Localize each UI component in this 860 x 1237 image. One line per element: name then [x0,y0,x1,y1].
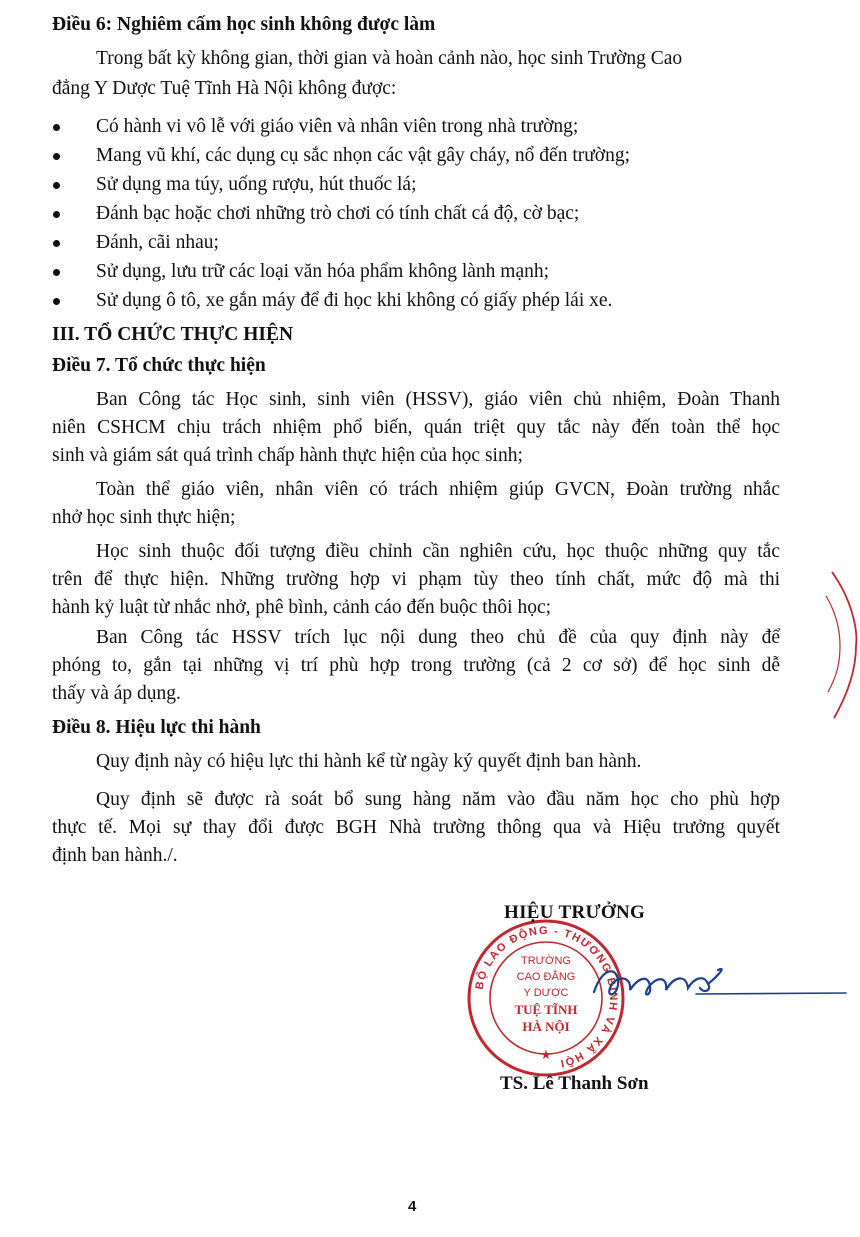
seal-ring-text: BỘ LAO ĐỘNG - THƯƠNG BINH VÀ XÃ HỘI [473,924,620,1070]
article-7-paragraph-4-line-3: thấy và áp dụng. [52,683,181,704]
article-7-paragraph-1-line-2: niên CSHCM chịu trách nhiệm phổ biến, quán triệt quy tắc này đến toàn thể học [52,417,780,438]
bullet-icon [53,182,60,189]
list-item: Sử dụng, lưu trữ các loại văn hóa phẩm không lành mạnh; [96,261,550,282]
article-8-paragraph-2-line-1: Quy định sẽ được rà soát bổ sung hàng năm vào đầu năm học cho phù hợp [96,789,780,810]
list-item: Đánh, cãi nhau; [96,232,219,253]
bullet-icon [53,211,60,218]
signer-title: HIỆU TRƯỞNG [504,902,646,923]
section-3-heading: III. TỔ CHỨC THỰC HIỆN [52,324,294,345]
seal-line-1: TRƯỜNG [521,955,571,967]
bullet-icon [53,124,60,131]
bullet-icon [53,153,60,160]
seal-line-5: HÀ NỘI [522,1019,570,1034]
article-7-paragraph-1-line-3: sinh và giám sát quá trình chấp hành thực hiện của học sinh; [52,445,523,466]
article-7-paragraph-3-line-1: Học sinh thuộc đối tượng điều chỉnh cần nghiên cứu, học thuộc những quy tắc [96,541,780,562]
bullet-icon [53,269,60,276]
article-7-paragraph-2-line-1: Toàn thể giáo viên, nhân viên có trách nhiệm giúp GVCN, Đoàn trường nhắc [96,479,780,500]
seal-line-3: Y DƯỢC [523,987,569,999]
article-6-intro-line-1: Trong bất kỳ không gian, thời gian và hoàn cảnh nào, học sinh Trường Cao [96,48,683,69]
article-8-paragraph-2-line-2: thực tế. Mọi sự thay đổi được BGH Nhà trường thông qua và Hiệu trưởng quyết [52,817,780,838]
seal-line-2: CAO ĐẲNG [516,971,576,983]
list-item: Có hành vi vô lễ với giáo viên và nhân viên trong nhà trường; [96,116,579,137]
list-item: Đánh bạc hoặc chơi những trò chơi có tính chất cá độ, cờ bạc; [96,203,580,224]
article-7-heading: Điều 7. Tổ chức thực hiện [52,355,266,376]
seal-line-4: TUỆ TĨNH [514,1002,578,1017]
list-item: Sử dụng ô tô, xe gắn máy để đi học khi không có giấy phép lái xe. [96,290,613,311]
handwritten-signature [588,960,850,1010]
article-8-heading: Điều 8. Hiệu lực thi hành [52,717,261,738]
article-7-paragraph-4-line-1: Ban Công tác HSSV trích lục nội dung theo chủ đề của quy định này để [96,627,780,648]
signer-name: TS. Lê Thanh Sơn [500,1073,649,1094]
article-7-paragraph-4-line-2: phóng to, gắn tại những vị trí phù hợp trong trường (cả 2 cơ sở) để học sinh dễ [52,655,780,676]
article-7-paragraph-3-line-2: trên để thực hiện. Những trường hợp vi phạm tùy theo tính chất, mức độ mà thi [52,569,780,590]
article-8-paragraph-1: Quy định này có hiệu lực thi hành kể từ ngày ký quyết định ban hành. [96,751,642,772]
article-8-paragraph-2-line-3: định ban hành./. [52,845,178,866]
article-7-paragraph-1-line-1: Ban Công tác Học sinh, sinh viên (HSSV), giáo viên chủ nhiệm, Đoàn Thanh [96,389,780,410]
list-item: Mang vũ khí, các dụng cụ sắc nhọn các vật gây cháy, nổ đến trường; [96,145,631,166]
article-7-paragraph-3-line-3: hành kỷ luật từ nhắc nhở, phê bình, cảnh cáo đến buộc thôi học; [52,597,552,618]
article-6-heading: Điều 6: Nghiêm cấm học sinh không được làm [52,14,436,35]
seal-star-icon: ★ [540,1047,552,1062]
article-7-paragraph-2-line-2: nhở học sinh thực hiện; [52,507,236,528]
list-item: Sử dụng ma túy, uống rượu, hút thuốc lá; [96,174,417,195]
article-6-intro-line-2: đẳng Y Dược Tuệ Tĩnh Hà Nội không được: [52,78,397,99]
partial-seal-edge [818,570,860,720]
page-number: 4 [408,1198,417,1215]
bullet-icon [53,298,60,305]
bullet-icon [53,240,60,247]
